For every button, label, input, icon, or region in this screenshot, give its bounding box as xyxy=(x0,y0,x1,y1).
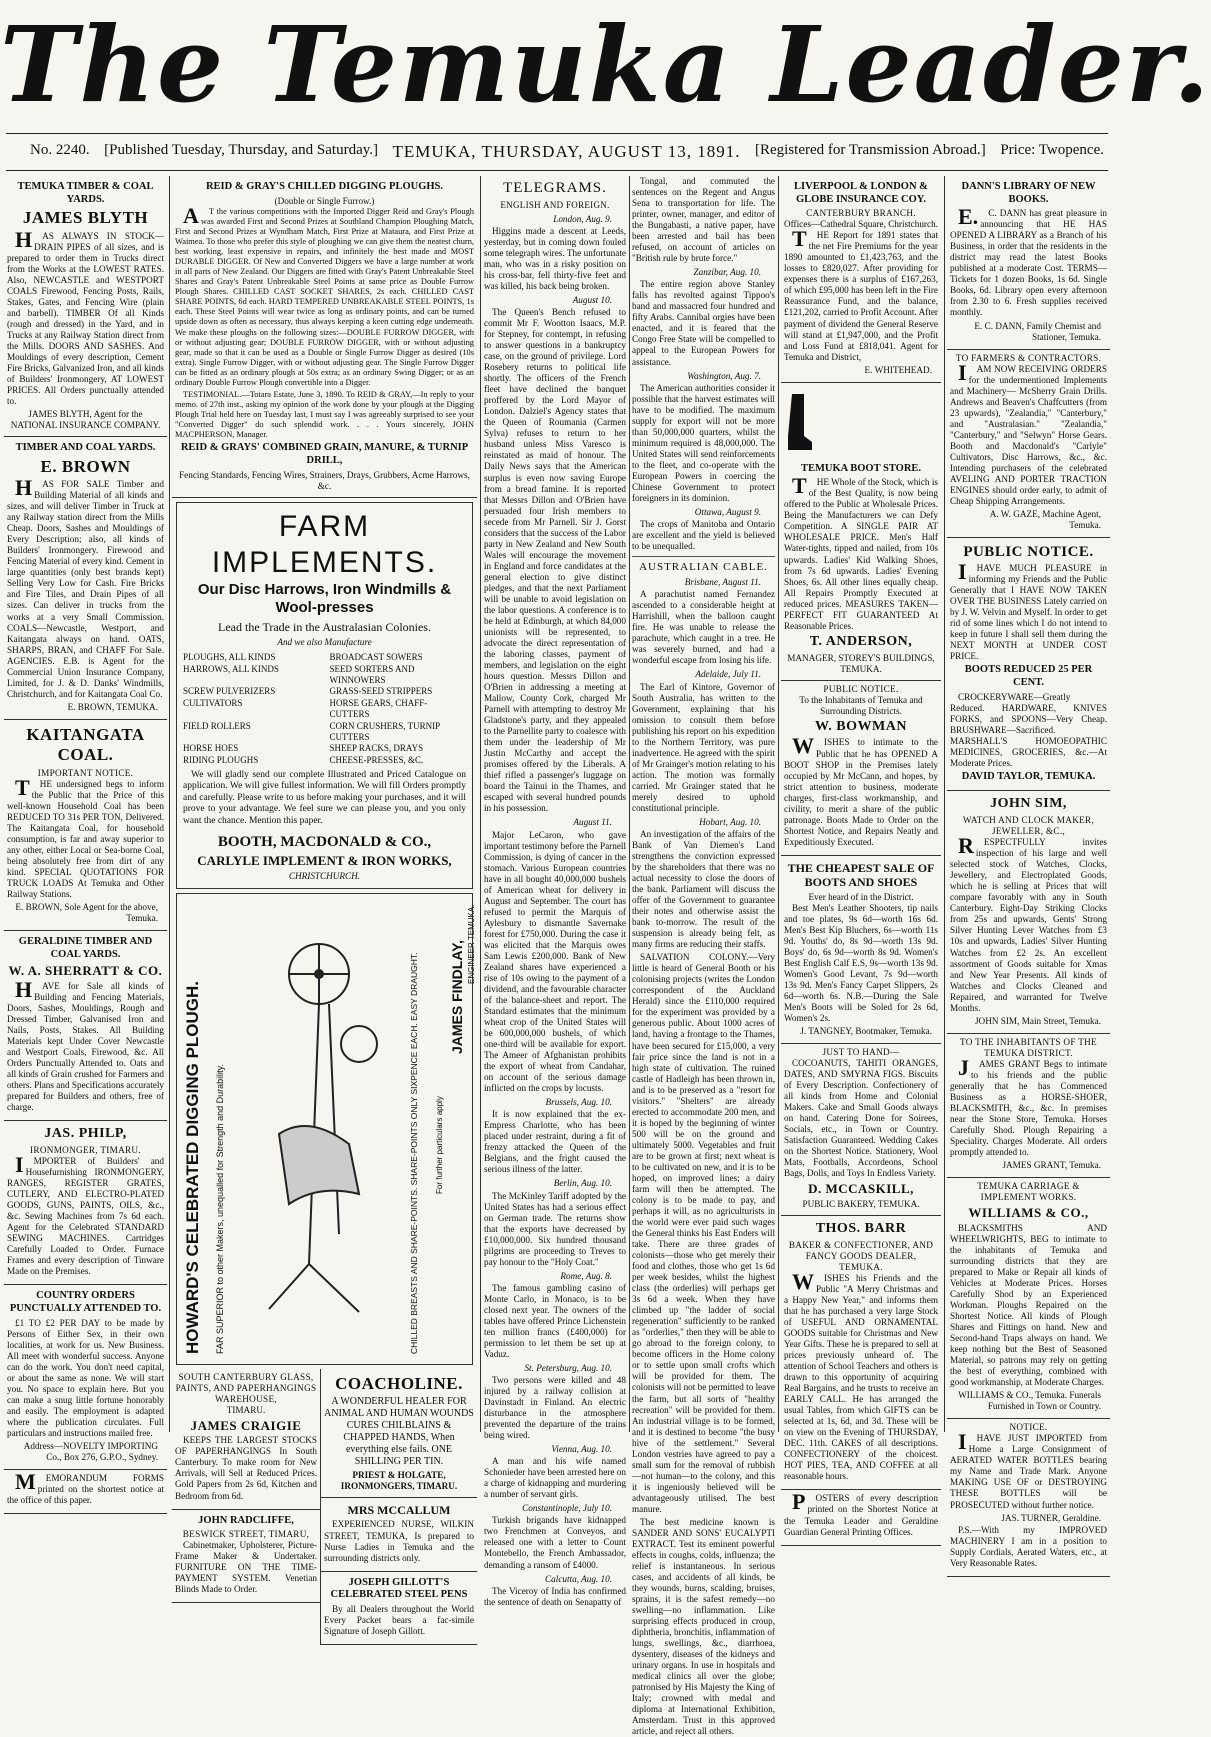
ad-body: FAR SUPERIOR to other Makers, unequalled for Strength and Durability. xyxy=(215,1063,225,1354)
cable-list xyxy=(632,577,775,950)
product-list xyxy=(183,652,466,766)
ad-features: CHILLED BREASTS AND SHARE-POINTS. SHARE-POINTS ONLY SIXPENCE EACH. EASY DRAUGHT. xyxy=(409,952,419,1354)
ad-testimonial: TESTIMONIAL.—Totara Estate, June 3, 1890. To REID & GRAY,—In reply to your memo. of 27th inst., asking my opinion of the work done by your plough at the Digging Plough Trial held here on Tuesday last, I must say I was agreeably surprised to see your "Converted Digger" do such splendid work. . . . Yours sincerely, JOHN MACPHERSON, Manager. xyxy=(175,390,474,440)
dealer-name: JAMES FINDLAY, xyxy=(449,939,465,1054)
dateline: Vienna, Aug. 10. xyxy=(551,1444,612,1455)
ad-heading: NOTICE. xyxy=(1009,1422,1048,1433)
ad-name: THOS. BARR xyxy=(815,1220,907,1236)
product-item: BROADCAST SOWERS xyxy=(329,652,423,663)
ad-name: JOHN RADCLIFFE, xyxy=(198,1514,294,1526)
ad-signature: J. TANGNEY, Bootmaker, Temuka. xyxy=(800,1025,932,1036)
ad-memorandum-forms xyxy=(4,1470,167,1514)
news-item: An investigation of the affairs of the Bank of Van Diemen's Land strengthens the conviction expressed by the shareholders that there was no actual necessity to close the doors of the bank. Parliament will discuss the offer of the Government to guarantee their notes and otherwise assist the bank to-morrow. The result of the suspension is already being felt, as many firms are reducing their staffs. xyxy=(632,828,775,950)
place-date: TEMUKA, THURSDAY, AUGUST 13, 1891. xyxy=(392,142,741,161)
news-continued: Tongal, and commuted the sentences on the Regent and Angus Sena to transportation for life. The printer, owner, manager, and editor of the Bungabasti, a native paper, have been arrested and bail has been refused, on account of articles on "British rule by brute force." xyxy=(632,176,775,264)
ad-david-taylor xyxy=(947,538,1110,791)
product-item: CORN CRUSHERS, TURNIP CUTTERS xyxy=(329,720,440,742)
ad-heading: COUNTRY ORDERS PUNCTUALLY ATTENDED TO. xyxy=(9,1290,162,1314)
ad-heading: FARM IMPLEMENTS. xyxy=(211,509,438,579)
column-2 xyxy=(172,176,477,1636)
ad-signature: E. WHITEHEAD. xyxy=(864,364,932,375)
ad-heading-2: BOOTS REDUCED 25 PER CENT. xyxy=(964,664,1093,688)
cable-heading: AUSTRALIAN CABLE. xyxy=(639,561,768,574)
column-1 xyxy=(4,176,167,1505)
registration-note: [Registered for Transmission Abroad.] xyxy=(754,142,986,158)
ad-body: EXPERIENCED NURSE, WILKIN STREET, TEMUKA, Is prepared to Nurse Ladies in Temuka and the surrounding districts only. xyxy=(324,1519,474,1563)
ad-heading: COACHOLINE. xyxy=(335,1373,463,1393)
ad-heading: TEMUKA CARRIAGE & IMPLEMENT WORKS. xyxy=(977,1181,1080,1203)
ad-jas-turner xyxy=(947,1419,1110,1576)
product-item: HARROWS, ALL KINDS xyxy=(183,663,279,674)
ad-posters xyxy=(781,1490,941,1545)
ad-heading: TIMBER AND COAL YARDS. xyxy=(15,442,156,454)
telegram-list xyxy=(484,214,626,1608)
product-item: GRASS-SEED STRIPPERS xyxy=(329,686,433,697)
ad-signature: Address—NOVELTY IMPORTING Co., Box 276, G.P.O., Sydney. xyxy=(23,1440,158,1462)
product-item: HORSE HOES xyxy=(183,743,239,754)
ad-signature: DAVID TAYLOR, TEMUKA. xyxy=(961,770,1096,782)
news-item: The McKinley Tariff adopted by the United States has had a serious effect on German trade. The returns show that the exports have decreased by £10,000,000. Six hundred thousand pilgrims are proceeding to Treves to pay honour to the "Holy Coat." xyxy=(484,1190,626,1267)
company-city: CHRISTCHURCH. xyxy=(288,870,361,881)
news-item: Turkish brigands have kidnapped two Frenchmen at Conveyos, and released one with a letter to Count Montebello, the French Ambassador, demanding a ransom of £4000. xyxy=(484,1515,626,1570)
ad-heading: DANN'S LIBRARY OF NEW BOOKS. xyxy=(961,181,1096,205)
ad-mrs-mccallum xyxy=(321,1498,477,1572)
ad-footer-heading: REID & GRAYS' COMBINED GRAIN, MANURE, & TURNIP DRILL, xyxy=(180,442,469,467)
ad-williams-co xyxy=(947,1178,1110,1419)
column-3 xyxy=(484,176,626,1607)
ad-name: JAMES BLYTH xyxy=(22,208,149,228)
ad-body: THE Report for 1891 states that the net Fire Premiums for the year 1890 amounted to £1,423,763, and the losses to £820,027. After providing for expenses there is a surplus of £167,263, of which £95,000 has been left in the Fire Reassurance Fund, and the balance, £121,202, carried to Profit Account. After payment of dividend the General Reserve will stand at £1,947,000, and the Profit and Loss Fund at £818,041. Agent for Temuka and District, xyxy=(784,226,938,362)
company-name: BOOTH, MACDONALD & CO., xyxy=(217,834,432,851)
news-item: The entire region above Stanley falls has revolted against Tippoo's band and massacred four hundred and fifty Arabs. Cannibal orgies have been enacted, and it is feared that the Congo Free State will be compelled to appeal to the European Powers for assistance. xyxy=(632,279,775,367)
product-item: CHEESE-PRESSES, &C. xyxy=(329,755,424,766)
column-4 xyxy=(632,176,775,1737)
newspaper-title: The Temuka Leader. xyxy=(0,3,1211,126)
dateline: Brisbane, August 11. xyxy=(684,577,761,588)
ad-body: A WONDERFUL HEALER FOR ANIMAL AND HUMAN WOUNDS CURES CHILBLAINS & CHAPPED HANDS, When everything else fails. ONE SHILLING PER TIN. xyxy=(324,1396,474,1468)
dateline: Berlin, Aug. 10. xyxy=(553,1178,612,1189)
ad-heading: TO FARMERS & CONTRACTORS. xyxy=(955,352,1102,363)
dateline: St. Petersburg, Aug. 10. xyxy=(524,1362,612,1373)
news-heading: TELEGRAMS. xyxy=(503,180,607,196)
news-item: Two persons were killed and 48 injured by a railway collision at Davinstadt in Finland. An electric disturbance in the atmosphere prevented the departure of the trains being wired. xyxy=(484,1375,626,1441)
ad-body: HAS FOR SALE Timber and Building Material of all kinds and sizes, and will deliver Timber in Truck at any Railway station direct from the Mills Cheap. Doors, Sashes and Mouldings of Every Description; also, all kinds of Builders' Ironmongery. Firewood and Fencing Material of every kind. Cement in large quantities (only best brands kept) Selling Very Low for Cash. Fire Bricks and Fire Tiles, and Drain Pipes of all sizes. Can deliver in trucks from the works at a very Small Commission. COALS—Newcastle, Westport, and Kaitangata always on hand. OATS, SHARPS, BRAN, and CHAFF For Sale. AGENCIES. E.B. is Agent for the Commercial Union Insurance Company, Limited, for J. & D. Danks' Windmills, Christchurch, and for Kaitangata Coal Co. xyxy=(7,475,164,699)
ad-heading: KAITANGATA COAL. xyxy=(26,724,145,765)
ad-body: WISHES his Friends and the Public "A Merry Christmas and a Happy New Year," and informs them that he has purchased a very large Stock of USEFUL AND ORNAMENTAL GOODS suitable for Christmas and New Year Gifts. These he is prepared to sell at prices previously unheard of. The attention of School Teachers and others is drawn to this opportunity of acquiring Real Bargains, and he trusts to receive an EARLY CALL. He has arranged the usual Tables, from which GIFTS can be selected at 1s, 6d, and 3d. These will be on view on the Evening of THURSDAY, DEC. 11th. CAKES of all descriptions. CONFECTIONERY of the choicest. HOT PIES, TEA, AND COFFEE at all reasonable hours. xyxy=(784,1268,938,1482)
column-rule xyxy=(480,176,481,1432)
telegram-list xyxy=(632,267,775,552)
ad-subheading: WATCH AND CLOCK MAKER, JEWELLER, &C., xyxy=(962,815,1095,837)
ad-farm-implements xyxy=(176,502,473,889)
ad-heading: TEMUKA TIMBER & COAL YARDS. xyxy=(17,181,154,205)
product-item: SEED SORTERS AND WINNOWERS xyxy=(329,663,415,685)
ad-heading: THE CHEAPEST SALE OF BOOTS AND SHOES xyxy=(787,860,935,890)
ad-heading: GERALDINE TIMBER AND COAL YARDS. xyxy=(18,936,153,960)
lower-left-ads xyxy=(172,1369,321,1645)
ad-subheading: Our Disc Harrows, Iron Windmills & Wool-presses xyxy=(197,580,452,616)
ad-signature: E. BROWN, Sole Agent for the above, Temuka. xyxy=(15,901,158,923)
news-subheading: ENGLISH AND FOREIGN. xyxy=(500,200,610,210)
ad-body: Cabinetmaker, Upholsterer, Picture-Frame Maker & Undertaker. FURNITURE ON THE TIME-PAYMENT SYSTEM. Venetian Blinds Made to Order. xyxy=(175,1540,317,1595)
ad-body: BLACKSMITHS AND WHEELWRIGHTS, BEG to intimate to the inhabitants of Temuka and surrounding districts that they are prepared to Make or Repair all kinds of Vehicles at Moderate Prices. Horses Carefully Shod by an Experienced Workman. Ploughs Repaired on the Shortest Notice. All kinds of Plough Shares and Fittings on hand. New and Second-hand Traps always on hand. We keep nothing but the Best of Seasoned Material, so patrons may rely on getting the best of everything, combined with good workmanship, at Moderate Charges. xyxy=(950,1222,1107,1388)
ad-name: JAS. PHILP, xyxy=(44,1126,127,1142)
ad-subheading: (Double or Single Furrow.) xyxy=(274,195,375,206)
product-item: FIELD ROLLERS xyxy=(183,720,251,731)
ad-body: RESPECTFULLY invites inspection of his large and well selected stock of Watches, Clocks, Jewellery, and Electroplated Goods, which he is selling at Prices that will compare favorably with any in South Canterbury. Eight-Day Striking Clocks from 25s and upwards, Gents' Strong Silver Hunting Lever Watches from £3 10s and upwards, Ladies' Silver Hunting Watches from £2 2s. An excellent assortment of Goods suitable for Xmas and New Year Presents. All kinds of Watches and Clocks Cleaned and Repaired, and warranted for Twelve Months. xyxy=(950,833,1107,1013)
dateline: Calcutta, Aug. 10. xyxy=(545,1573,612,1584)
dateline-rule xyxy=(6,170,1108,171)
ad-signature: WILLIAMS & CO., Temuka. Funerals Furnished in Town or Country. xyxy=(958,1390,1101,1412)
ad-body: KEEPS THE LARGEST STOCKS OF PAPERHANGINGS In South Canterbury. To make room for New Arrivals, will Sell at Reduced Prices. Gold Papers from 2s 6d, Kitchen and Bedroom from 6d. xyxy=(175,1435,317,1501)
ad-body: £1 TO £2 PER DAY to be made by Persons of Either Sex, in their own localities, at work for us. New Business. All meet with wonderful success. Anyone can do the work. You don't need capital, or about the same as none. We will start you. No space to explain here. But you can make a snug little fortune honorably and easily. The employment is adapted where the publication circulates. Full particulars and instructions mailed free. xyxy=(7,1317,164,1438)
ad-signature: A. W. GAZE, Machine Agent, Temuka. xyxy=(989,509,1101,531)
column-rule xyxy=(778,176,779,1432)
dealer-location: ENGINEER TEMUKA. xyxy=(467,904,476,984)
ad-name: E. BROWN xyxy=(40,456,131,476)
ad-novelty-importing xyxy=(4,1285,167,1470)
ad-j-tangney xyxy=(781,856,941,1044)
dateline: Zanzibar, Aug. 10. xyxy=(693,267,761,278)
ad-body: IHAVE JUST IMPORTED from Home a Large Consignment of AERATED WATER BOTTLES bearing my Name and Trade Mark. Anyone MAKING USE OF or DESTROYING THESE BOTTLES will be PROSECUTED without further notice. xyxy=(950,1429,1107,1510)
ad-heading: JOSEPH GILLOTT'S CELEBRATED STEEL PENS xyxy=(330,1576,468,1601)
ad-subheading: To the Inhabitants of Temuka and Surrounding Districts. xyxy=(799,694,923,716)
ad-body: JAMES GRANT Begs to intimate to his friends and the public generally that he has Commenced Business as a HORSE-SHOER, BLACKSMITH, &c., &c. In premises near the Stone Store, Temuka. Horses Carefully Shod. Plough Repairing a Speciality. Charges Moderate. All orders promptly attended to. xyxy=(950,1054,1107,1158)
ad-body: IMPORTER of Builders' and Housefurnishing IRONMONGERY, RANGES, REGISTER GRATES, CUTLERY, AND ELECTRO-PLATED GOODS, GUNS, PAINTS, OILS, &c., &c. Sewing Machines from 7s 6d each. Agent for the Celebrated STANDARD SEWING MACHINES. Cartridges Carefully Loaded to Order. Furnace Frames and every description of Tinware Made on the Premises. xyxy=(7,1151,164,1277)
ad-subheading: IMPORTANT NOTICE. xyxy=(37,767,134,778)
ad-howards-plough xyxy=(176,893,476,1365)
ad-body: HAS ALWAYS IN STOCK— DRAIN PIPES of all sizes, and is prepared to order them in Trucks direct from the Works at the LOWEST RATES. Also, NEWCASTLE and WESTPORT COALS Firewood, Fencing Posts, Rails, Stakes, Gates, and Fencing Wire (plain and barbell). TIMBER Of all Kinds (rough and dressed) in the Yard, and in Trucks at any Railway Station direct from the Mills. DOORS AND SASHES. And Mouldings of every description, Cement Fire Bricks, Galvanized Iron, and all kinds of Builders' Ironmongery, AT LOWEST PRICES. All Orders punctually attended to. xyxy=(7,226,164,407)
ad-signature: JAS. TURNER, Geraldine. xyxy=(1001,1512,1101,1523)
ad-body: HAVE for Sale all kinds of Building and Fencing Materials, Doors, Sashes, Mouldings, Rough and Dressed Timber, Galvanised Iron and Nails, Posts, Stakes. All Building Materials kept Under Cover Newcastle and Westport Coals, Firewood, &c. All Orders Punctually Attended to. Oats and all kinds of Grain crushed for Farmers and others. Plans and Specifications accurately prepared for Builders and others, free of charge. xyxy=(7,976,164,1113)
company-works: CARLYLE IMPLEMENT & IRON WORKS, xyxy=(197,853,452,869)
ad-body: E.C. DANN has great pleasure in announcing that HE HAS OPENED A LIBRARY as a Branch of his Business, in order that the residents in the district may read the latest Books published at a moderate Cost. TERMS—Tickets for 1 dozen Books, 1s 6d. Single Books, 6d. Library open every afternoon from 2.30 to 6. Fresh supplies received monthly. xyxy=(950,204,1107,318)
ad-name: D. MCCASKILL, xyxy=(808,1181,914,1197)
column-rule xyxy=(629,176,630,1432)
price: Price: Twopence. xyxy=(1000,142,1104,158)
ad-heading: HOWARD'S CELEBRATED DIGGING PLOUGH. xyxy=(183,980,202,1354)
ad-heading: REID & GRAY'S CHILLED DIGGING PLOUGHS. xyxy=(205,181,444,192)
ad-address: BESWICK STREET, TIMARU, xyxy=(182,1529,310,1540)
ad-offices: Offices—Cathedral Square, Christchurch. xyxy=(784,219,938,230)
ad-body: WISHES to intimate to the Public that he has OPENED A BOOT SHOP in the Premises lately occupied by Mr McCann, and hopes, by strict attention to business, moderate charges, first-class workmanship, and civility, to merit a share of the public patronage. Boots Made to Order on the Shortest Notice, and Repairs Neatly and Expeditiously Executed. xyxy=(784,733,938,847)
dateline: Washington, Aug. 7. xyxy=(687,370,761,381)
masthead xyxy=(0,0,1211,130)
ad-body: IHAVE MUCH PLEASURE in informing my Friends and the Public Generally that I HAVE NOW TAKEN OVER THE BUSINESS Lately carried on by J. W. Velvin and Myself. In order to get rid of some lines which I do not intend to keep in future I shall sell them during the NEXT MONTH at UNDER COST PRICE. xyxy=(950,559,1107,662)
product-item: RIDING PLOUGHS xyxy=(183,755,259,766)
divider xyxy=(632,556,775,557)
news-item: The American authorities consider it possible that the harvest estimates will have to be modified. The maximum supply for export will not be more than 50,000,000 quarters, whilst the minimum required is 48,000,000. The United States will send reinforcements to the fleet, and co-operate with the European Powers in coercing the Chinese Government to protect foreigners in its dominion. xyxy=(632,382,775,503)
ad-signature-sub: MANAGER, STOREY'S BUILDINGS, TEMUKA. xyxy=(787,652,935,674)
column-6 xyxy=(947,176,1110,1568)
dateline: Adelaide, July 11. xyxy=(695,669,761,680)
ad-body: By all Dealers throughout the World Every Packet bears a fac-simile Signature of Joseph Gillott. xyxy=(324,1603,474,1636)
product-item: CULTIVATORS xyxy=(183,698,243,709)
ad-w-bowman xyxy=(781,681,941,856)
salvation-colony-article: SALVATION COLONY.—Very little is heard of General Booth or his colonising projects (writes the London correspondent of the Auckland Herald) since the £110,000 required for the experiment was provided by a generous public. About 1000 acres of land, having a frontage to the Thames, have been secured for £15,000, a very fair price since the land is not in a high state of cultivation. The ruined castle of Hadleigh has been thrown in, and is to be preserved as a "resort for visitors." "Shelters" are already erected to accommodate 200 men, and it is hoped by the beginning of winter 500 will be on the ground and ultimately 5000. Vegetables and fruit are to be grown at first; next wheat is to be cultivated on new, and it is to be hoped, on improved lines; a dairy farm will then be attempted. The colony is to be made to pay, and perhaps it will, as no agriculturists in the world were ever paid such wages the General thinks his East Enders will take. There are three grades of colonists—those who get merely their food and clothes, those who get 1s 6d per week besides, whilst the highest class (the orderlies) will perhaps get 3s 6d a week. When they have climbed up "the ladder of social regeneration" sufficiently to be ranked as "orderlies," then they will be able to go abroad to the foreign colony, to become officers in the Home colony or to settle upon small crofts which will be provided for them. The colonists will not be permitted to leave the farm, but all sorts of "healthy recreation" will be provided for them. An industrial village is to be formed, and it is destined to become "the busy hive of the settlement." Several London vestries have agreed to pay a small sum for the removal of rubbish—not human—to the colony, and this it is ingeniously believed will be advantageously utilised. The best manure. xyxy=(632,952,775,1514)
product-item: SCREW PULVERIZERS xyxy=(183,686,276,697)
ad-body: THE Whole of the Stock, which is of the Best Quality, is now being offered to the Public at Wholesale Prices. Being the Manufacturers we can Defy Competition. A SINGLE PAIR AT WHOLESALE PRICE. Men's Half Water-tights, tipped and nailed, from 10s upwards. Ladies' Kid Walking Shoes, from 7s 6d upwards. Ladies' Evening Shoes, 6s. All other lines equally cheap. All Repairs Promptly Executed at reduced prices. MEASURES TAKEN—PERFECT FIT GUARANTEED At Reasonable Prices. xyxy=(784,473,938,631)
ad-jas-philp xyxy=(4,1121,167,1285)
ad-body: MEMORANDUM FORMS printed on the shortest notice at the office of this paper. xyxy=(7,1468,164,1505)
ad-place: TIMARU. xyxy=(226,1404,266,1415)
product-item: SHEEP RACKS, DRAYS xyxy=(329,743,424,754)
ad-signature: E. C. DANN, Family Chemist and Stationer, Temuka. xyxy=(974,320,1101,342)
ad-name: W. A. SHERRATT & CO. xyxy=(8,963,163,979)
ad-reid-gray xyxy=(172,176,477,498)
ad-heading: PUBLIC NOTICE. xyxy=(823,683,899,694)
column-rule xyxy=(944,176,945,1432)
ad-dann-library xyxy=(947,176,1110,350)
ad-subheading: IRONMONGER, TIMARU. xyxy=(30,1144,141,1155)
dateline: Ottawa, August 9. xyxy=(694,506,761,517)
lower-right-ads xyxy=(321,1369,477,1645)
ad-body: IAM NOW RECEIVING ORDERS for the undermentioned Implements and Machinery— McSherry Grain Drills. Andrews and Beaven's Chaffcutters (from 23 upwards), "Zealandia," "Canterbury," and "Australasian." "Zealandia," "Canterbury," and "Selwyn" Horse Gears. Booth and Macdonald's "Carlyle" Cultivators, Disc Harrows, &c., &c. Intending purchasers of the celebrated AVELING AND PORTER TRACTION ENGINES should order early, to admit of Cheap Shipping Arrangements. xyxy=(950,359,1107,506)
ad-d-mccaskill xyxy=(781,1044,941,1216)
ad-heading: LIVERPOOL & LONDON & GLOBE INSURANCE COY. xyxy=(794,181,928,205)
ad-e-brown-timber xyxy=(4,437,167,720)
ad-footer-sub: Fencing Standards, Fencing Wires, Strainers, Drays, Grubbers, Acme Harrows, &c. xyxy=(179,469,470,491)
ad-thos-barr xyxy=(781,1216,941,1490)
ad-coacholine xyxy=(321,1369,477,1498)
column-5 xyxy=(781,176,941,1537)
sanders-extract-notice: The best medicine known is SANDER AND SONS' EUCALYPTI EXTRACT. Test its eminent powerful effects in coughs, colds, influenza; the relief is instantaneous. In serious cases, and accidents of all kinds, be they wounds, burns, scalding, bruises, sprains, it is the safest remedy—no swelling—no inflammation. Like surprising effects produced in croup, diphtheria, bronchitis, inflammation of lungs, swellings, &c., diarrhoea, dysentery, diseases of the kidneys and urinary organs. In use in hospitals and medical clinics all over the globe; patronised by His Majesty the King of Italy; crowned with medal and diploma at International Exhibition, Amsterdam. Trust in this approved article, and reject all others. xyxy=(632,1516,775,1737)
news-item: A man and his wife named Schonieder have been arrested here on a charge of kidnapping and murdering a number of servant girls. xyxy=(484,1456,626,1500)
dateline xyxy=(30,142,1104,164)
dateline: August 11. xyxy=(573,817,612,828)
dateline: Constantinople, July 10. xyxy=(522,1503,612,1514)
ad-branch: CANTERBURY BRANCH. xyxy=(806,208,916,219)
ad-signature: JOHN SIM, Main Street, Temuka. xyxy=(974,1015,1101,1026)
ad-body: THE undersigned begs to inform the Public that the Price of this well-known Household Coal has been REDUCED TO 31s PER TON, Delivered. The Kaitangata Coal, for household consumption, is far and away superior to any other, either Local or Sea-borne Coal, being absolutely free from dirt of any kind. SPECIAL QUOTATIONS FOR TRUCK LOADS At Temuka and Other Railway Stations. xyxy=(7,774,164,899)
product-item: PLOUGHS, ALL KINDS xyxy=(183,652,276,663)
news-item: The Viceroy of India has confirmed the sentence of death on Senapatty of xyxy=(484,1585,626,1607)
ad-signature: PRIEST & HOLGATE, IRONMONGERS, TIMARU. xyxy=(340,1470,458,1492)
news-item: The Queen's Bench refused to commit Mr F. Wootton Isaacs, M.P. for Stepney, for contempt, in refusing to answer questions in a bankruptcy case, on the ground of privilege. Lord Rosebery returns to political life shortly. The officers of the French fleet have declined the banquet proffered by the Lord Mayor of London. Dalziel's Agency states that the Queen of Roumania (Carmen Sylva) refuses to return to her husband unless Miss Varesco is reinstated as maid of honour. The Daily News says that the American surplus is even now saving Europe from a bread famine. It is reported that Messrs Dillon and O'Brien have persuaded four Irish members to secede from Mr Parnell. Sir J. Gorst considers that the success of the Labor party in New Zealand and New South Wales will encourage the movement in England and force candidates at the general election to give distinct pledges, and that the next Parliament will be unable to avoid legislation on the labor questions. A conference is to be held at Edinburgh, at which 84,000 unionists will be represented, to advocate the direct representation of the laboring classes, payment of members, and legislation on the eight hours question. Messrs Dillon and O'Brien in addressing a meeting at Mallow, County Cork, charged Mr Parnell with attempting to destroy Mr Gladstone's party, and they appealed to the Parnellite party to coalesce with them under the leadership of Mr Justin McCarthy and accept the promises offered by the Liberals. A thief rifled a passenger's luggage on board the Tainui in the Thames, and escaped with several hundred pounds in his possession. xyxy=(484,307,626,814)
ad-lead: Lead the Trade in the Australasian Colonies. xyxy=(218,619,431,634)
dateline: Hobart, Aug. 10. xyxy=(699,816,761,827)
dateline: Brussels, Aug. 10. xyxy=(545,1097,612,1108)
ad-heading: SOUTH CANTERBURY GLASS, PAINTS, AND PAPERHANGINGS WAREHOUSE, xyxy=(175,1371,317,1404)
ad-kaitangata-coal xyxy=(4,720,167,931)
ad-heading: PUBLIC NOTICE. xyxy=(963,544,1094,561)
ad-body: We will gladly send our complete Illustrated and Priced Catalogue on application. We will give fullest information. We will fill Orders promptly and carefully. Please write to us before making your purchases, and it will prove to your advantage. We feel sure we can please you, and you only want the chance. Mention this paper. xyxy=(183,770,466,826)
column-rule xyxy=(169,176,170,1432)
news-item: The famous gambling casino of Monte Carlo, in Monaco, is to be closed next year. The owners of the tables have offered Prince Lichenstein ten million francs (£400,000) for permission to let them be set up at Vaduz. xyxy=(484,1282,626,1359)
ad-subheading: PUBLIC BAKERY, TEMUKA. xyxy=(802,1198,920,1209)
ad-james-craigie xyxy=(172,1369,320,1510)
ad-body-2: CROCKERYWARE—Greatly Reduced. HARDWARE, KNIVES FORKS, and SPOONS—Very Cheap. BRUSHWARE—Sacrificed. MARSHALL'S HOMOEOPATHIC MEDICINES, GROCERIES, &c.—At Moderate Prices. xyxy=(950,691,1107,768)
ad-body: COCOANUTS, TAHITI ORANGES, DATES, AND SMYRNA FIGS. Biscuits of Every Description. Confectionery of all kinds from Home and Colonial Makers. Cake and Small Goods always on hand. Catering Done for Soirees, Socials, etc., in Town or Country. Satisfaction Guaranteed. Wedding Cakes on the Shortest Notice. Stationery, Wool Mats, Footballs, Accordeons, School Bags, Dolls, and Toys In Endless Variety. xyxy=(784,1058,938,1179)
news-item: It is now explained that the ex-Empress Charlotte, who has been placed under restraint, during a fit of frenzy attacked the Queen of the Belgians, and the fright caused the serious illness of the latter. xyxy=(484,1109,626,1175)
lower-ads xyxy=(172,1369,477,1645)
product-item: HORSE GEARS, CHAFF-CUTTERS xyxy=(329,698,428,720)
issue-number: No. 2240. xyxy=(30,142,90,158)
ad-signature: JAMES GRANT, Temuka. xyxy=(1002,1160,1101,1171)
masthead-rule xyxy=(6,133,1108,134)
ad-heading: TO THE INHABITANTS OF THE TEMUKA DISTRICT. xyxy=(960,1036,1097,1058)
ad-body: Best Men's Leather Shooters, tip nails and toe plates, 9s 6d—worth 16s 6d. Men's Best Kip Bluchers, 6s—worth 11s 9d. Youths' do, 8s 9d—worth 13s 9d. Boys' do, 6s 9d—worth 8s 9d. Women's Best English Calf E.S, 9s—worth 13s 9d. Women's Good Levant, 7s 9d—worth 13s 9d. Men's Fancy Carpet Slippers, 2s 6d—worth 6s. N.B.—During the Sale Men's Boots will be Soled for 2s 6d, Women's 2s. xyxy=(784,902,938,1023)
ad-body: AT the various competitions with the Imported Digger Reid and Gray's Plough was awarded First and Second Prizes at Southland Champion Ploughing Match, First and Second Prizes at Wyndham Match, First Prize at Mataura, and First Prize at Waimea. To those who prefer this style of ploughing we can give them the neatest churn, best working, least expensive in repairs, and infinitely the best made and MOST DURABLE DIGGER. Of New and Converted Diggers we have a large number at work in all parts of New Zealand. Our Diggers are fitted with Gray's Patent Unbreakable Steel Shares and Gray's Patent Unbreakable Steel Points at same price as Double Furrow Plough Shares. CHILLED CAST SOCKET SHARES, 2s each. CHILLED CAST SHARE POINTS, 6d each. HARD TEMPERED UNBREAKABLE STEEL POINTS, 1s each. These Steel Points will wear twice as long as ordinary points, and can be turned upside down as often as necessary, thus always keeping a keen cutting edge underneath. We make these ploughs on the following sizes:—DOUBLE FURROW DIGGER, with or without adjusting gear; DOUBLE FURROW DIGGER, with or without adjusting gear, made so that it can be used as a Double or Single Furrow Digger as desired (10s extra). Single Furrow Digger, with or without adjusting gear. The Single Furrow Digger can be fitted as an ordinary plough at 50s extra; as an ordinary Swing Digger; or as an ordinary Double Furrow Plough convertible into a Digger. xyxy=(175,202,474,387)
ad-name: W. BOWMAN xyxy=(815,718,907,734)
dateline: August 10. xyxy=(572,295,612,306)
ad-gillott-pens xyxy=(321,1572,477,1645)
ad-signature: JAMES BLYTH, Agent for the NATIONAL INSURANCE COMPANY. xyxy=(10,409,161,431)
dateline: London, Aug. 9. xyxy=(553,213,612,224)
ad-postscript: P.S.—With my IMPROVED MACHINERY I am in a position to Supply Cordials, Aerated Waters, etc., at Very Reasonable Rates. xyxy=(950,1524,1107,1568)
ad-heading: JUST TO HAND— xyxy=(822,1046,900,1057)
ad-signature: T. ANDERSON, xyxy=(809,633,913,649)
plough-illustration xyxy=(249,934,399,1314)
ad-james-grant xyxy=(947,1034,1110,1178)
news-item: Major LeCaron, who gave important testimony before the Parnell Commission, is dying of cancer in the stomach. Various European countries have in all bought 40,000,000 bushels of American wheat for delivery in August and September. The court has refused to permit the Marquis of Aylesbury to dismantle Savernake forest for £750,000. During the case it was elicited that the Marquis owes Sam Lewis £200,000. Bank of New Zealand shares have experienced a rise of 10s owing to the payment of a dividend, and the favourable character of the balance-sheet and report. The Standard estimates that the minimum wheat crop of the United States will be 600,000,000 bushels, of which one-third will be available for export. The Ameer of Afghanistan prohibits the export of wheat from Candahar, on account of the serious damage inflicted on the crops by locusts. xyxy=(484,829,626,1094)
ad-heading: TEMUKA BOOT STORE. xyxy=(800,462,922,474)
ad-sherratt xyxy=(4,931,167,1121)
news-item: A parachutist named Fernandez ascended to a considerable height at Harrishill, when the balloon caught fire. He was unable to release the parachute, which caught in a tree. He was severely burned, and had a wonderful escape from losing his life. xyxy=(632,589,775,666)
news-item: The crops of Manitoba and Ontario are excellent and the yield is believed to be unequalled. xyxy=(632,518,775,551)
dateline: Rome, Aug. 8. xyxy=(560,1270,612,1281)
ad-signature: E. BROWN, TEMUKA. xyxy=(67,701,158,712)
ad-also: And we also Manufacture xyxy=(277,637,372,648)
ad-name: WILLIAMS & CO., xyxy=(968,1205,1089,1221)
ad-liverpool-insurance xyxy=(781,176,941,383)
ad-name: JOHN SIM, xyxy=(990,796,1067,812)
ad-a-w-gaze xyxy=(947,350,1110,539)
ad-body: POSTERS of every description printed on the Shortest Notice at the Temuka Leader and Geraldine Guardian General Printing Offices. xyxy=(784,1489,938,1537)
ad-heading: MRS MCCALLUM xyxy=(347,1503,451,1518)
ad-subheading: BAKER & CONFECTIONER, AND FANCY GOODS DEALER, TEMUKA. xyxy=(788,1239,934,1272)
ad-temuka-boot-store xyxy=(781,383,941,681)
publication-schedule: [Published Tuesday, Thursday, and Saturday.] xyxy=(104,142,378,158)
ad-name: JAMES CRAIGIE xyxy=(190,1417,302,1433)
ad-subheading: Ever heard of in the District. xyxy=(808,891,914,902)
ad-james-blyth xyxy=(4,176,167,437)
boot-icon xyxy=(784,392,814,452)
ad-apply: For further particulars apply xyxy=(435,1095,444,1194)
news-item: The Earl of Kintore, Governor of South Australia, has written to the Government, explaining that his omission to consult them before publishing his report on his expedition to the Northern Territory, was pure inadvertence. He agreed with the spirit of Mr Grainger's motion relating to his action. The motion was formally carried. Mr Grainger stated that he merely desired to uphold constitutional principle. xyxy=(632,681,775,813)
ad-john-sim xyxy=(947,791,1110,1033)
news-item: Higgins made a descent at Leeds, yesterday, but in coming down fouled some telegraph wires. The unfortunate man, who was in a risky position on his cross-bar, fell thirty-five feet and was killed, his back being broken. xyxy=(484,225,626,291)
ad-john-radcliffe xyxy=(172,1510,320,1604)
